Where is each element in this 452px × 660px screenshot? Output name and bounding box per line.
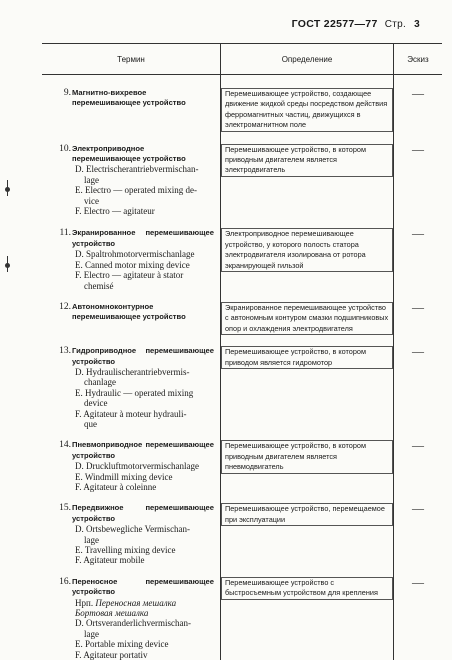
table-row [42,335,442,429]
definition-text: Перемешивающее устройство, перемещаемое при эксплуатации [221,503,393,526]
term-russian: Электроприводное перемешивающее устройство [72,144,214,165]
foreign-term-line: lage [75,629,214,639]
foreign-term-line: chemisé [75,281,214,291]
definition-text: Перемешивающее устройство с быстросъемным устройством для крепления [221,577,393,600]
foreign-equivalent [72,639,214,649]
foreign-term-line: Druckluftmotorvermischanlage [86,461,199,471]
foreign-term-line: que [75,419,214,429]
language-code: F. [75,206,82,216]
term-number: 12. [55,302,71,312]
sketch-dash: — [412,88,424,98]
foreign-equivalent [72,185,214,206]
foreign-equivalent [72,206,214,216]
term-number: 11. [55,228,71,238]
foreign-equivalent [72,260,214,270]
term-number: 16. [55,577,71,587]
definition-cell [221,132,394,217]
term-cell [42,132,221,217]
foreign-equivalent [72,650,214,660]
term-russian: Гидроприводное перемешивающее устройство [72,346,214,367]
margin-mark [7,256,8,272]
term-number: 9. [55,88,71,98]
term-russian: Передвижное перемешивающее устройство [72,503,214,524]
standard-number: ГОСТ 22577—77 [292,18,378,30]
sketch-cell [394,75,443,132]
foreign-term-line: Agitateur à moteur hydrauli- [83,409,186,419]
foreign-equivalent [72,249,214,259]
term-entry [42,503,220,565]
term-cell [42,291,221,335]
term-entry [42,302,220,323]
sketch-cell [394,566,443,660]
foreign-equivalent [72,545,214,555]
foreign-term-line: Agitateur mobile [83,555,144,565]
language-code: D. [75,461,84,471]
margin-mark [7,180,8,196]
language-code: E. [75,388,83,398]
sketch-cell [394,335,443,429]
table-row [42,132,442,217]
sketch-cell [394,132,443,217]
term-cell [42,335,221,429]
page-label: Стр. [385,19,406,30]
sketch-dash: — [412,144,424,154]
term-cell [42,429,221,492]
deprecated-terms: Переносная мешалка Бортовая мешалка [75,598,176,618]
table-row [42,429,442,492]
term-number: 10. [55,144,71,154]
term-number: 14. [55,440,71,450]
language-code: E. [75,472,83,482]
term-number: 15. [55,503,71,513]
foreign-term-line: Electrischerantriebvermischan- [86,164,198,174]
term-entry [42,228,220,290]
sketch-dash: — [412,503,424,513]
foreign-term-line: lage [75,535,214,545]
definition-text: Экранированное перемешивающее устройство с автономным контуром смазки подшипниковых опор и охлаждения электродвигателя [221,302,393,335]
foreign-equivalent [72,524,214,545]
table-row [42,291,442,335]
foreign-term-line: Electro — agitateur à stator [84,270,183,280]
sketch-dash: — [412,228,424,238]
sketch-cell [394,291,443,335]
sketch-cell [394,492,443,565]
term-entry [42,346,220,429]
definition-text: Перемешивающее устройство, создающее движение жидкой среды посредством действия ферромагнитных частиц, движущихся в электромагнитном поле [221,88,393,132]
sketch-dash: — [412,346,424,356]
table-row [42,492,442,565]
term-number: 13. [55,346,71,356]
term-entry [42,440,220,492]
language-code: F. [75,650,82,660]
term-cell [42,216,221,290]
table-row [42,566,442,660]
foreign-term-line: Ortsveranderlichvermischan- [86,618,191,628]
language-code: F. [75,482,82,492]
sketch-dash: — [412,440,424,450]
column-header-sketch: Эскиз [394,44,443,75]
foreign-equivalent [72,270,214,291]
foreign-term-line: Ortsbewegliche Vermischan- [86,524,190,534]
term-cell [42,566,221,660]
foreign-term-line: Portable mixing device [85,639,168,649]
terms-table [42,43,442,660]
foreign-equivalent [72,388,214,409]
sketch-cell [394,216,443,290]
language-code: E. [75,639,83,649]
column-header-term: Термин [42,44,221,75]
foreign-term-line: Hydraulischerantriebvermis- [86,367,189,377]
language-code: D. [75,524,84,534]
foreign-term-line: chanlage [75,377,214,387]
table-row [42,75,442,132]
language-code: D. [75,618,84,628]
term-cell [42,75,221,132]
language-code: F. [75,270,82,280]
definition-cell [221,291,394,335]
definition-text: Перемешивающее устройство, в котором приводом является гидромотор [221,346,393,369]
definition-text: Перемешивающее устройство, в котором приводным двигателем является пневмодвигатель [221,440,393,473]
language-code: D. [75,164,84,174]
foreign-equivalent [72,367,214,388]
language-code: E. [75,545,83,555]
term-russian: Экранированное перемешивающее устройство [72,228,214,249]
term-russian: Переносное перемешивающее устройство [72,577,214,598]
foreign-equivalent [72,618,214,639]
term-russian: Автономноконтурное перемешивающее устройство [72,302,214,323]
foreign-equivalent [72,482,214,492]
foreign-term-line: Agitateur portativ [83,650,147,660]
definition-cell [221,216,394,290]
definition-cell [221,566,394,660]
foreign-term-line: Agitateur à coleinne [83,482,156,492]
foreign-term-line: device [75,398,214,408]
language-code: E. [75,185,83,195]
foreign-term-line: Hydraulic — operated mixing [85,388,193,398]
foreign-term-line: Windmill mixing device [85,472,173,482]
foreign-term-line: Canned motor mixing device [85,260,190,270]
foreign-equivalent [72,409,214,430]
sketch-dash: — [412,577,424,587]
language-code: E. [75,260,83,270]
foreign-term-line: Spaltrohmotorvermischanlage [86,249,194,259]
term-russian: Пневмоприводное перемешивающее устройство [72,440,214,461]
table-row [42,216,442,290]
page-header [292,18,420,30]
sketch-dash: — [412,302,424,312]
language-code: D. [75,367,84,377]
definition-cell [221,335,394,429]
term-entry [42,88,220,109]
page-number: 3 [414,19,420,30]
deprecated-synonyms [72,598,214,619]
column-header-definition: Определение [221,44,394,75]
foreign-equivalent [72,164,214,185]
foreign-term-line: Electro — agitateur [84,206,155,216]
foreign-term-line: lage [75,175,214,185]
term-cell [42,492,221,565]
foreign-term-line: Travelling mixing device [85,545,176,555]
deprecated-prefix: Нрп. [75,598,93,608]
definition-cell [221,492,394,565]
foreign-equivalent [72,461,214,471]
definition-text: Электроприводное перемешивающее устройство, у которого полость статора электродвигателя изолирована от ротора экранирующей гильзой [221,228,393,272]
foreign-equivalent [72,472,214,482]
definition-text: Перемешивающее устройство, в котором приводным двигателем является электродвигатель [221,144,393,177]
sketch-cell [394,429,443,492]
foreign-equivalent [72,555,214,565]
term-russian: Магнитно-вихревое перемешивающее устройство [72,88,214,109]
definition-cell [221,429,394,492]
language-code: D. [75,249,84,259]
table-body [42,75,442,660]
definition-cell [221,75,394,132]
term-entry [42,577,220,660]
foreign-term-line: Electro — operated mixing de- [85,185,197,195]
foreign-term-line: vice [75,196,214,206]
table-header-row [42,44,442,75]
language-code: F. [75,555,82,565]
language-code: F. [75,409,82,419]
term-entry [42,144,220,217]
